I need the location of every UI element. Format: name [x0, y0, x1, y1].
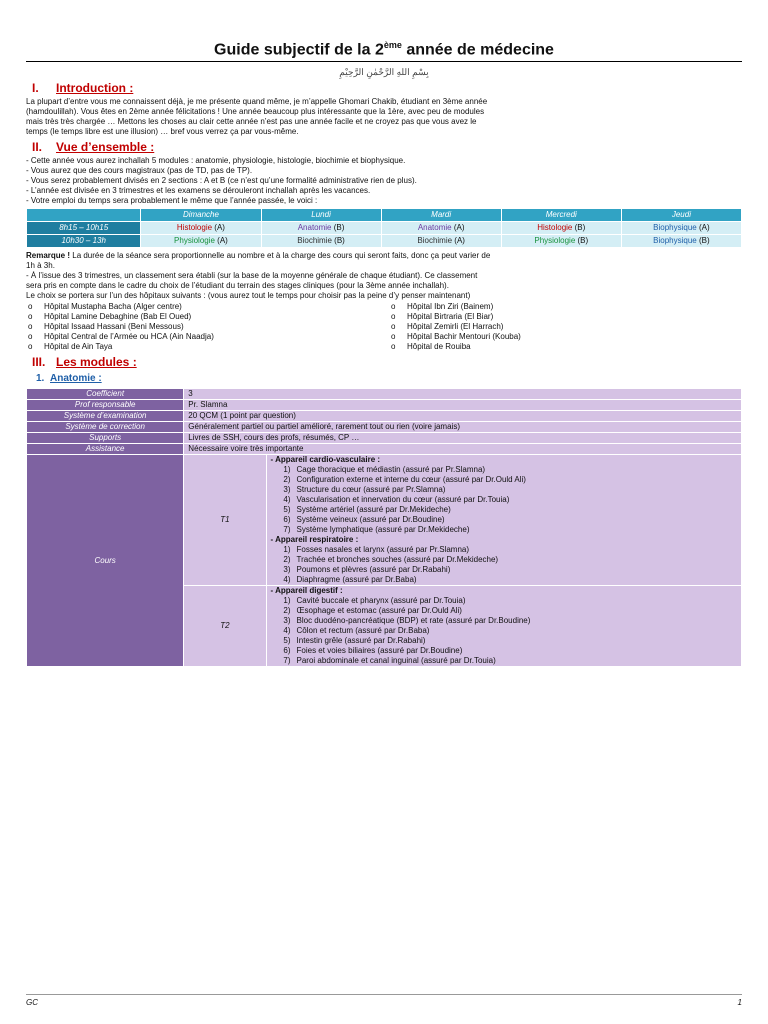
- remark-line: Le choix se portera sur l’un des hôpitaux suivants : (vous aurez tout le temps pour choisir pas la peine d’y penser maintenant): [26, 291, 471, 301]
- section-intro-heading: [32, 80, 742, 96]
- course-group-title: - Appareil digestif :: [270, 586, 343, 596]
- schedule-subject: Physiologie: [534, 236, 576, 246]
- remark-line: - À l’issue des 3 trimestres, un classement sera établi (sur la base de la moyenne générale de chaque étudiant). Ce classement: [26, 271, 478, 281]
- intro-line: (hamdoulillah). Vous êtes en 2ème année félicitations ! Une année beaucoup plus intéressante que la 1ère, avec peu de modules: [26, 107, 485, 117]
- overview-item: - Vous aurez que des cours magistraux (pas de TD, pas de TP).: [26, 166, 253, 176]
- remark-line: 1h à 3h.: [26, 261, 55, 271]
- intro-line: temps (le temps libre est une illusion) … bref vous verrez ça par vous-même.: [26, 127, 299, 137]
- course-item-text: Diaphragme (assuré par Dr.Baba): [296, 575, 417, 585]
- course-item-text: Trachée et bronches souches (assuré par Dr.Mekideche): [296, 555, 499, 565]
- course-group-title: - Appareil respiratoire :: [270, 535, 359, 545]
- subsection-title: Anatomie :: [50, 373, 102, 385]
- course-item: [271, 475, 737, 485]
- schedule-section: (B): [331, 236, 345, 246]
- course-item-text: Système artériel (assuré par Dr.Mekideche): [296, 505, 451, 515]
- course-item: [271, 465, 737, 475]
- anatomy-heading: [36, 372, 742, 386]
- schedule-day: Jeudi: [621, 209, 741, 222]
- footer-initials: GC: [26, 998, 38, 1007]
- course-item-text: Poumons et plèvres (assuré par Dr.Rabahi): [296, 565, 451, 575]
- course-item-text: Cage thoracique et médiastin (assuré par Pr.Slamna): [296, 465, 486, 475]
- course-item-number: 2): [283, 606, 291, 616]
- module-info-row: [27, 444, 742, 455]
- course-item-text: Vascularisation et innervation du cœur (assuré par Dr.Touia): [296, 495, 510, 505]
- course-item-number: 5): [283, 505, 291, 515]
- module-info-label: Prof responsable: [27, 400, 184, 411]
- course-item-text: Système lymphatique (assuré par Dr.Mekideche): [296, 525, 470, 535]
- hospital-item: o Hôpital Lamine Debaghine (Bab El Oued): [26, 312, 379, 322]
- section-title: Vue d’ensemble :: [56, 140, 155, 155]
- schedule-section: (B): [572, 223, 586, 233]
- course-item: [271, 606, 737, 616]
- module-info-row: [27, 411, 742, 422]
- schedule-header-row: [27, 209, 742, 222]
- basmala: بِسْمِ اللهِ الرَّحْمٰنِ الرَّحِيْمِ: [339, 67, 429, 78]
- module-info-label: Assistance: [27, 444, 184, 455]
- hospital-item: o Hôpital Birtraria (El Biar): [389, 312, 742, 322]
- schedule-cell: [141, 235, 261, 248]
- course-item: [271, 646, 737, 656]
- course-item: [271, 495, 737, 505]
- overview-item: - Votre emploi du temps sera probablement le même que l’année passée, le voici :: [26, 196, 318, 206]
- schedule-table: [26, 208, 742, 248]
- schedule-subject: Histologie: [537, 223, 573, 233]
- section-title: Les modules :: [56, 355, 137, 370]
- course-item-number: 5): [283, 636, 291, 646]
- subsection-number: 1.: [36, 373, 45, 385]
- course-row-t1: [27, 455, 742, 586]
- schedule-cell: [621, 235, 741, 248]
- course-list-t1: [266, 455, 741, 586]
- schedule-subject: Biochimie: [417, 236, 453, 246]
- course-item-text: Fosses nasales et larynx (assuré par Pr.Slamna): [296, 545, 470, 555]
- hospital-column-right: [389, 302, 742, 352]
- hospital-item: o Hôpital Zemirli (El Harrach): [389, 322, 742, 332]
- course-item-text: Paroi abdominale et canal inguinal (assuré par Dr.Touia): [296, 656, 496, 666]
- course-item: [271, 555, 737, 565]
- schedule-cell: [501, 222, 621, 235]
- schedule-subject: Physiologie: [174, 236, 215, 246]
- overview-item: - Cette année vous aurez inchallah 5 modules : anatomie, physiologie, histologie, biochimie et biophysique.: [26, 156, 406, 166]
- module-info-label: Système de correction: [27, 422, 184, 433]
- course-item-number: 2): [283, 475, 291, 485]
- remark-text: La durée de la séance sera proportionnelle au nombre et à la charge des cours qui seront faits, donc ça peut varier de: [70, 251, 491, 261]
- schedule-cell: [381, 222, 501, 235]
- schedule-subject: Biochimie: [297, 236, 332, 246]
- course-item-number: 7): [283, 525, 291, 535]
- course-group-title: - Appareil cardio-vasculaire :: [270, 455, 381, 465]
- course-item: [271, 596, 737, 606]
- course-group-list: [271, 596, 737, 666]
- page-title: [26, 34, 742, 62]
- schedule-subject: Histologie: [176, 223, 213, 233]
- course-item-number: 3): [283, 485, 291, 495]
- course-item: [271, 545, 737, 555]
- course-item-text: Configuration externe et interne du cœur (assuré par Dr.Ould Ali): [296, 475, 526, 485]
- course-group-list: [271, 465, 737, 535]
- course-item: [271, 616, 737, 626]
- course-group-list: [271, 545, 737, 585]
- course-item-number: 1): [283, 465, 291, 475]
- course-item-number: 4): [283, 626, 291, 636]
- term-label: T1: [184, 455, 266, 586]
- schedule-cell: [141, 222, 261, 235]
- schedule-day: Lundi: [261, 209, 381, 222]
- course-list-t2: [266, 586, 741, 667]
- course-item: [271, 656, 737, 666]
- hospital-item: o Hôpital Bachir Mentouri (Kouba): [389, 332, 742, 342]
- course-item-number: 7): [283, 656, 291, 666]
- module-info-value: Généralement partiel ou partiel amélioré, rarement tout ou rien (voire jamais): [184, 422, 742, 433]
- schedule-time: 10h30 – 13h: [27, 235, 141, 248]
- hospital-column-left: [26, 302, 379, 352]
- hospital-list: [26, 302, 742, 352]
- schedule-cell: [381, 235, 501, 248]
- schedule-subject: Anatomie: [297, 223, 332, 233]
- schedule-row: [27, 235, 742, 248]
- module-info-row: [27, 422, 742, 433]
- module-info-row: [27, 389, 742, 400]
- section-number: I.: [32, 81, 39, 96]
- schedule-cell: [621, 222, 741, 235]
- course-item: [271, 575, 737, 585]
- module-info-value: Nécessaire voire très importante: [184, 444, 742, 455]
- module-info-label: Coefficient: [27, 389, 184, 400]
- schedule-section: (A): [212, 223, 225, 233]
- overview-item: - L’année est divisée en 3 trimestres et les examens se dérouleront inchallah après les vacances.: [26, 186, 371, 196]
- course-item: [271, 636, 737, 646]
- schedule-day: Mardi: [381, 209, 501, 222]
- course-item-number: 2): [283, 555, 291, 565]
- course-item-text: Œsophage et estomac (assuré par Dr.Ould Ali): [296, 606, 462, 616]
- schedule-day: Dimanche: [141, 209, 261, 222]
- course-item-number: 4): [283, 495, 291, 505]
- section-number: III.: [32, 355, 46, 370]
- course-item-text: Foies et voies biliaires (assuré par Dr.Boudine): [296, 646, 463, 656]
- schedule-section: (A): [214, 236, 228, 246]
- document-page: [26, 34, 742, 984]
- schedule-subject: Biophysique: [653, 223, 697, 233]
- module-info-value: Livres de SSH, cours des profs, résumés, CP …: [184, 433, 742, 444]
- course-item: [271, 525, 737, 535]
- schedule-cell: [261, 235, 381, 248]
- course-item: [271, 505, 737, 515]
- course-item-text: Cavité buccale et pharynx (assuré par Dr.Touia): [296, 596, 466, 606]
- remark-label: Remarque !: [26, 251, 71, 261]
- course-item-number: 3): [283, 565, 291, 575]
- schedule-subject: Anatomie: [417, 223, 452, 233]
- hospital-item: o Hôpital de Rouiba: [389, 342, 742, 352]
- course-item: [271, 515, 737, 525]
- title-post: année de médecine: [401, 41, 554, 59]
- term-label: T2: [184, 586, 266, 667]
- intro-line: La plupart d’entre vous me connaissent déjà, je me présente quand même, je m’appelle Ghomari Chakib, étudiant en 3ème année: [26, 97, 488, 107]
- module-info-label: Supports: [27, 433, 184, 444]
- cours-label: Cours: [27, 455, 184, 667]
- course-item-text: Système veineux (assuré par Dr.Boudine): [296, 515, 445, 525]
- hospital-item: o Hôpital Ibn Ziri (Bainem): [389, 302, 742, 312]
- course-item: [271, 626, 737, 636]
- schedule-section: (A): [451, 223, 465, 233]
- course-item: [271, 565, 737, 575]
- schedule-cell: [501, 235, 621, 248]
- schedule-time: 8h15 – 10h15: [27, 222, 141, 235]
- schedule-section: (B): [696, 236, 710, 246]
- remark-line: sera pris en compte dans le cadre du choix de l’étudiant du terrain des stages cliniques (pour la 3ème année inchallah).: [26, 281, 449, 291]
- module-info-value: 3: [184, 389, 742, 400]
- course-item-number: 1): [283, 596, 291, 606]
- section-modules-heading: [32, 354, 742, 370]
- module-info-value: Pr. Slamna: [184, 400, 742, 411]
- course-item-number: 4): [283, 575, 291, 585]
- section-number: II.: [32, 140, 43, 155]
- module-info-value: 20 QCM (1 point par question): [184, 411, 742, 422]
- anatomy-table: [26, 388, 742, 667]
- course-item-text: Bloc duodéno-pancréatique (BDP) et rate (assuré par Dr.Boudine): [296, 616, 531, 626]
- schedule-section: (A): [696, 223, 710, 233]
- module-info-label: Système d’examination: [27, 411, 184, 422]
- intro-line: mais très très chargée … Mettons les choses au clair cette année n’est pas une année facile et ne croyez pas que vous avez le: [26, 117, 477, 127]
- schedule-section: (A): [452, 236, 465, 246]
- remark-line: [26, 251, 742, 261]
- course-item-number: 6): [283, 515, 291, 525]
- schedule-subject: Biophysique: [653, 236, 697, 246]
- hospital-item: o Hôpital Mustapha Bacha (Alger centre): [26, 302, 379, 312]
- schedule-day: Mercredi: [501, 209, 621, 222]
- title-main: Guide subjectif de la 2: [214, 41, 384, 59]
- hospital-item: o Hôpital Central de l’Armée ou HCA (Ain Naadja): [26, 332, 379, 342]
- schedule-section: (B): [331, 223, 345, 233]
- schedule-section: (B): [575, 236, 589, 246]
- course-item: [271, 485, 737, 495]
- course-item-number: 6): [283, 646, 291, 656]
- page-number: 1: [737, 998, 742, 1007]
- schedule-cell: [261, 222, 381, 235]
- module-info-row: [27, 400, 742, 411]
- course-item-text: Intestin grêle (assuré par Dr.Rabahi): [296, 636, 426, 646]
- course-item-number: 1): [283, 545, 291, 555]
- hospital-item: o Hôpital de Ain Taya: [26, 342, 379, 352]
- schedule-corner: [27, 209, 141, 222]
- module-info-row: [27, 433, 742, 444]
- schedule-row: [27, 222, 742, 235]
- section-overview-heading: [32, 139, 742, 155]
- title-sup: ème: [383, 40, 402, 50]
- overview-item: - Vous serez probablement divisés en 2 sections : A et B (ce n’est qu’une formalité administrative rien de plus).: [26, 176, 417, 186]
- course-item-text: Côlon et rectum (assuré par Dr.Baba): [296, 626, 430, 636]
- course-item-number: 3): [283, 616, 291, 626]
- section-title: Introduction :: [56, 81, 134, 96]
- page-footer: [26, 994, 742, 1009]
- course-item-text: Structure du cœur (assuré par Pr.Slamna): [296, 485, 446, 495]
- hospital-item: o Hôpital Issaad Hassani (Beni Messous): [26, 322, 379, 332]
